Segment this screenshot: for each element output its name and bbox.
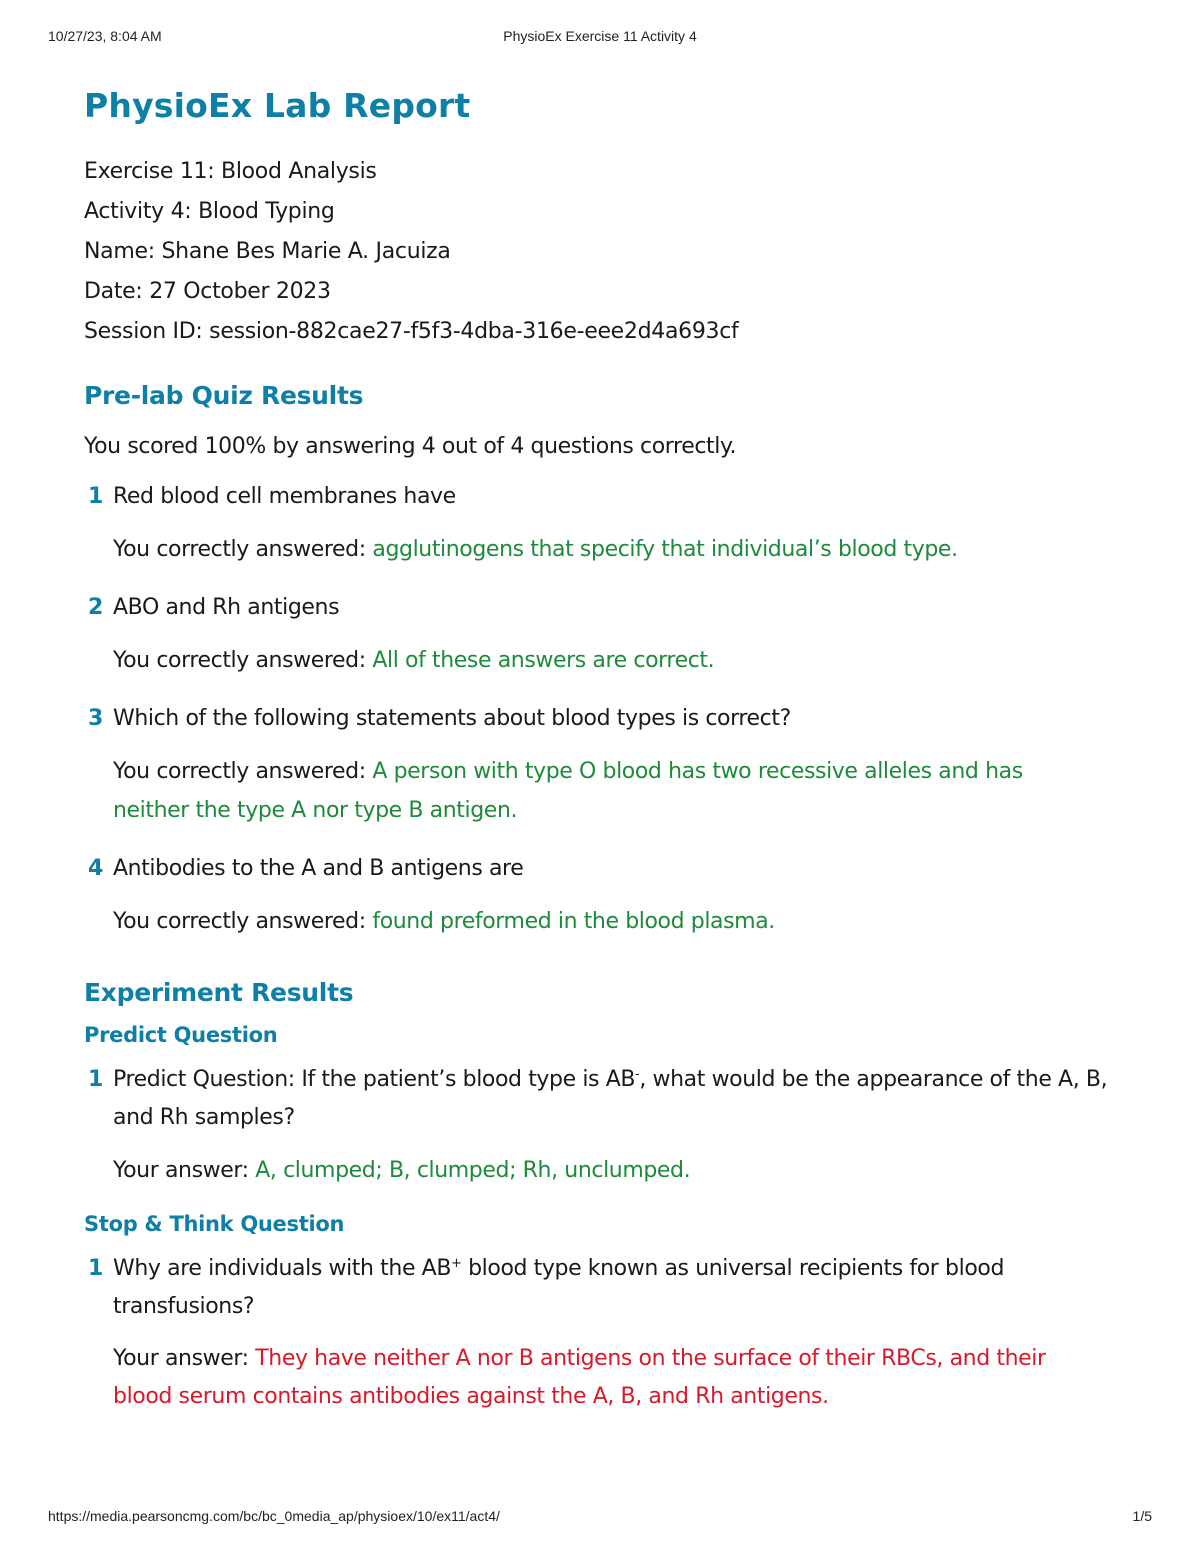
predict-question	[84, 1061, 1133, 1137]
student-name: Name: Shane Bes Marie A. Jacuiza	[84, 239, 451, 264]
answer-prefix: You correctly answered:	[113, 759, 373, 784]
print-footer	[48, 1508, 1152, 1528]
quiz-answer-3	[84, 752, 1073, 830]
prelab-heading: Pre-lab Quiz Results	[84, 381, 364, 410]
question-text-end: , what would be the appearance of the A, B, and Rh samples?	[113, 1067, 1108, 1130]
prelab-score: You scored 100% by answering 4 out of 4 questions correctly.	[84, 434, 737, 459]
answer-prefix: You correctly answered:	[113, 648, 373, 673]
quiz-question-2	[84, 589, 1144, 627]
quiz-question-4	[84, 850, 1144, 888]
answer-prefix: Your answer:	[113, 1346, 256, 1371]
your-answer-incorrect: They have neither A nor B antigens on the surface of their RBCs, and their blood serum contains antibodies against the A, B, and Rh antigens.	[113, 1346, 1046, 1409]
quiz-answer-4	[84, 902, 1144, 941]
answer-prefix: You correctly answered:	[113, 537, 373, 562]
quiz-answer-2	[84, 641, 1144, 680]
correct-answer: A person with type O blood has two recessive alleles and has neither the type A nor type B antigen.	[113, 759, 1023, 823]
report-title: PhysioEx Lab Report	[84, 86, 471, 125]
question-text: ABO and Rh antigens	[113, 595, 340, 620]
report-date: Date: 27 October 2023	[84, 279, 331, 304]
session-id: Session ID: session-882cae27-f5f3-4dba-316e-eee2d4a693cf	[84, 319, 739, 344]
rh-negative-sign: -	[635, 1067, 640, 1082]
quiz-answer-1	[84, 530, 1144, 569]
activity-line: Activity 4: Blood Typing	[84, 199, 335, 224]
question-number: 1	[88, 1067, 103, 1092]
question-text: Antibodies to the A and B antigens are	[113, 856, 524, 881]
correct-answer: All of these answers are correct.	[372, 648, 715, 673]
predict-heading: Predict Question	[84, 1023, 278, 1047]
question-number: 1	[88, 1256, 103, 1281]
question-number: 4	[88, 856, 103, 881]
answer-prefix: Your answer:	[113, 1158, 256, 1183]
print-header	[48, 28, 1152, 48]
predict-answer	[84, 1151, 1144, 1190]
print-page-title: PhysioEx Exercise 11 Activity 4	[503, 28, 697, 44]
question-text: Which of the following statements about blood types is correct?	[113, 706, 791, 731]
exercise-line: Exercise 11: Blood Analysis	[84, 159, 377, 184]
question-number: 3	[88, 706, 103, 731]
print-url: https://media.pearsoncmg.com/bc/bc_0media_ap/physioex/10/ex11/act4/	[48, 1508, 500, 1524]
lab-report	[84, 80, 1144, 1416]
question-number: 2	[88, 595, 103, 620]
print-datetime: 10/27/23, 8:04 AM	[48, 28, 162, 44]
correct-answer: found preformed in the blood plasma.	[372, 909, 775, 934]
stop-think-heading: Stop & Think Question	[84, 1212, 345, 1236]
rh-positive-sign: +	[451, 1256, 462, 1271]
your-answer: A, clumped; B, clumped; Rh, unclumped.	[255, 1158, 691, 1183]
question-text-start: Why are individuals with the AB	[113, 1256, 452, 1281]
question-text: Red blood cell membranes have	[113, 484, 456, 509]
stop-think-question	[84, 1250, 1073, 1326]
print-page-count: 1/5	[1132, 1508, 1152, 1524]
quiz-question-1	[84, 478, 1144, 516]
question-text-end: blood type known as universal recipients for blood transfusions?	[113, 1256, 1005, 1319]
correct-answer: agglutinogens that specify that individual’s blood type.	[372, 537, 958, 562]
experiment-heading: Experiment Results	[84, 978, 354, 1007]
answer-prefix: You correctly answered:	[113, 909, 373, 934]
stop-think-answer	[84, 1340, 1073, 1416]
quiz-question-3	[84, 700, 1144, 738]
question-number: 1	[88, 484, 103, 509]
question-text-start: Predict Question: If the patient’s blood type is AB	[113, 1067, 636, 1092]
